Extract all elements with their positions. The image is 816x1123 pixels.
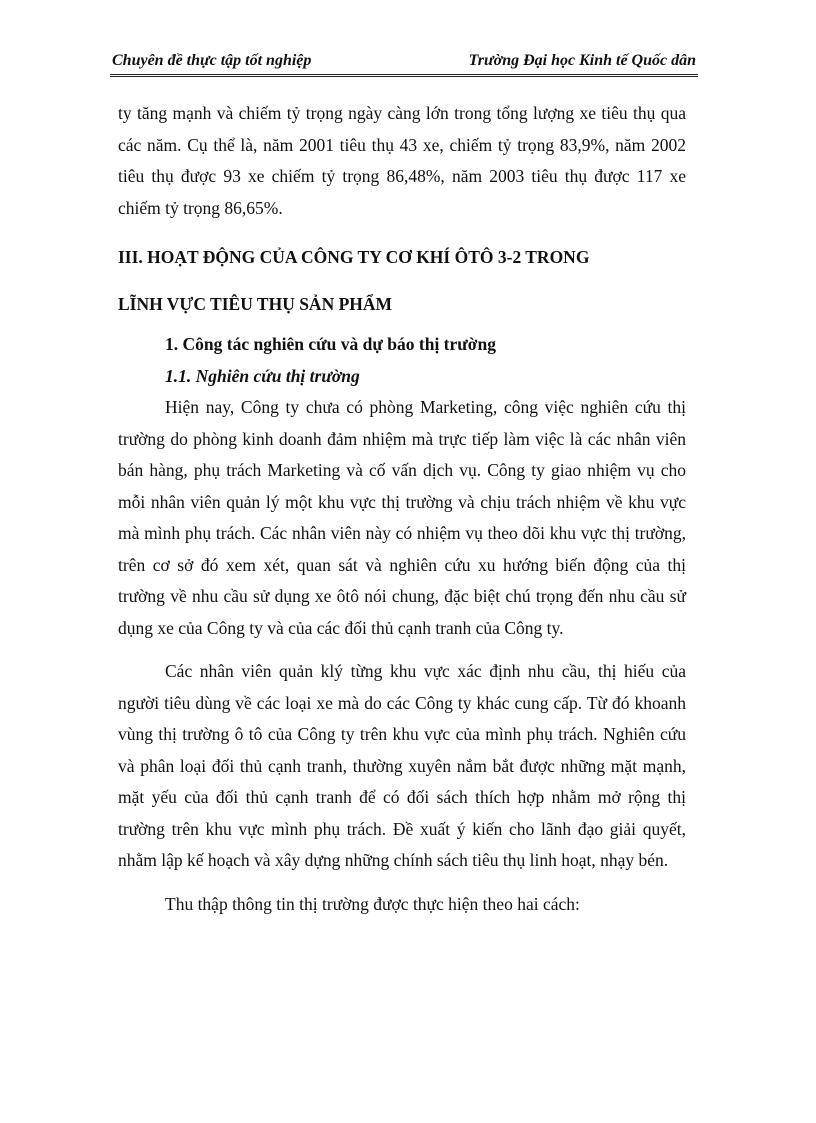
header-right-text: Trường Đại học Kinh tế Quốc dân [468, 52, 696, 69]
body-paragraph-1: Hiện nay, Công ty chưa có phòng Marketing, công việc nghiên cứu thị trường do phòng kinh doanh đảm nhiệm mà trực tiếp làm việc là các nhân viên bán hàng, phụ trách Marketing và cố vấn dịch vụ. Công ty giao nhiệm vụ cho mỗi nhân viên quản lý một khu vực thị trường và chịu trách nhiệm về khu vực mà mình phụ trách. Các nhân viên này có nhiệm vụ theo dõi khu vực thị trường, trên cơ sở đó xem xét, quan sát và nghiên cứu xu hướng biến động của thị trường về nhu cầu sử dụng xe ôtô nói chung, đặc biệt chú trọng đến nhu cầu sử dụng xe của Công ty và của các đối thủ cạnh tranh của Công ty. [118, 397, 686, 638]
subheading: 1. Công tác nghiên cứu và dự báo thị trường [165, 334, 496, 354]
subsubheading: 1.1. Nghiên cứu thị trường [165, 366, 360, 386]
header-left-text: Chuyên đề thực tập tốt nghiệp [112, 52, 312, 69]
page-header [110, 48, 698, 77]
section-heading-line-2: LĨNH VỰC TIÊU THỤ SẢN PHẨM [118, 294, 393, 314]
document-body [118, 98, 686, 920]
intro-paragraph: ty tăng mạnh và chiếm tỷ trọng ngày càng lớn trong tổng lượng xe tiêu thụ qua các năm. Cụ thể là, năm 2001 tiêu thụ 43 xe, chiếm tỷ trọng 83,9%, năm 2002 tiêu thụ được 93 xe chiếm tỷ trọng 86,48%, năm 2003 tiêu thụ được 117 xe chiếm tỷ trọng 86,65%. [118, 103, 686, 218]
section-heading-line-1: III. HOẠT ĐỘNG CỦA CÔNG TY CƠ KHÍ ÔTÔ 3-2 TRONG [118, 247, 590, 267]
section-heading [118, 234, 686, 328]
body-paragraph-2: Các nhân viên quản klý từng khu vực xác định nhu cầu, thị hiếu của người tiêu dùng về các loại xe mà do các Công ty khác cung cấp. Từ đó khoanh vùng thị trường ô tô của Công ty trên khu vực của mình phụ trách. Nghiên cứu và phân loại đối thủ cạnh tranh, thường xuyên nắm bắt được những mặt mạnh, mặt yếu của đối thủ cạnh tranh để có đối sách thích hợp nhằm mở rộng thị trường trên khu vực mình phụ trách. Đề xuất ý kiến cho lãnh đạo giải quyết, nhằm lập kế hoạch và xây dựng những chính sách tiêu thụ linh hoạt, nhạy bén. [118, 661, 686, 870]
body-paragraph-3: Thu thập thông tin thị trường được thực hiện theo hai cách: [165, 893, 580, 914]
